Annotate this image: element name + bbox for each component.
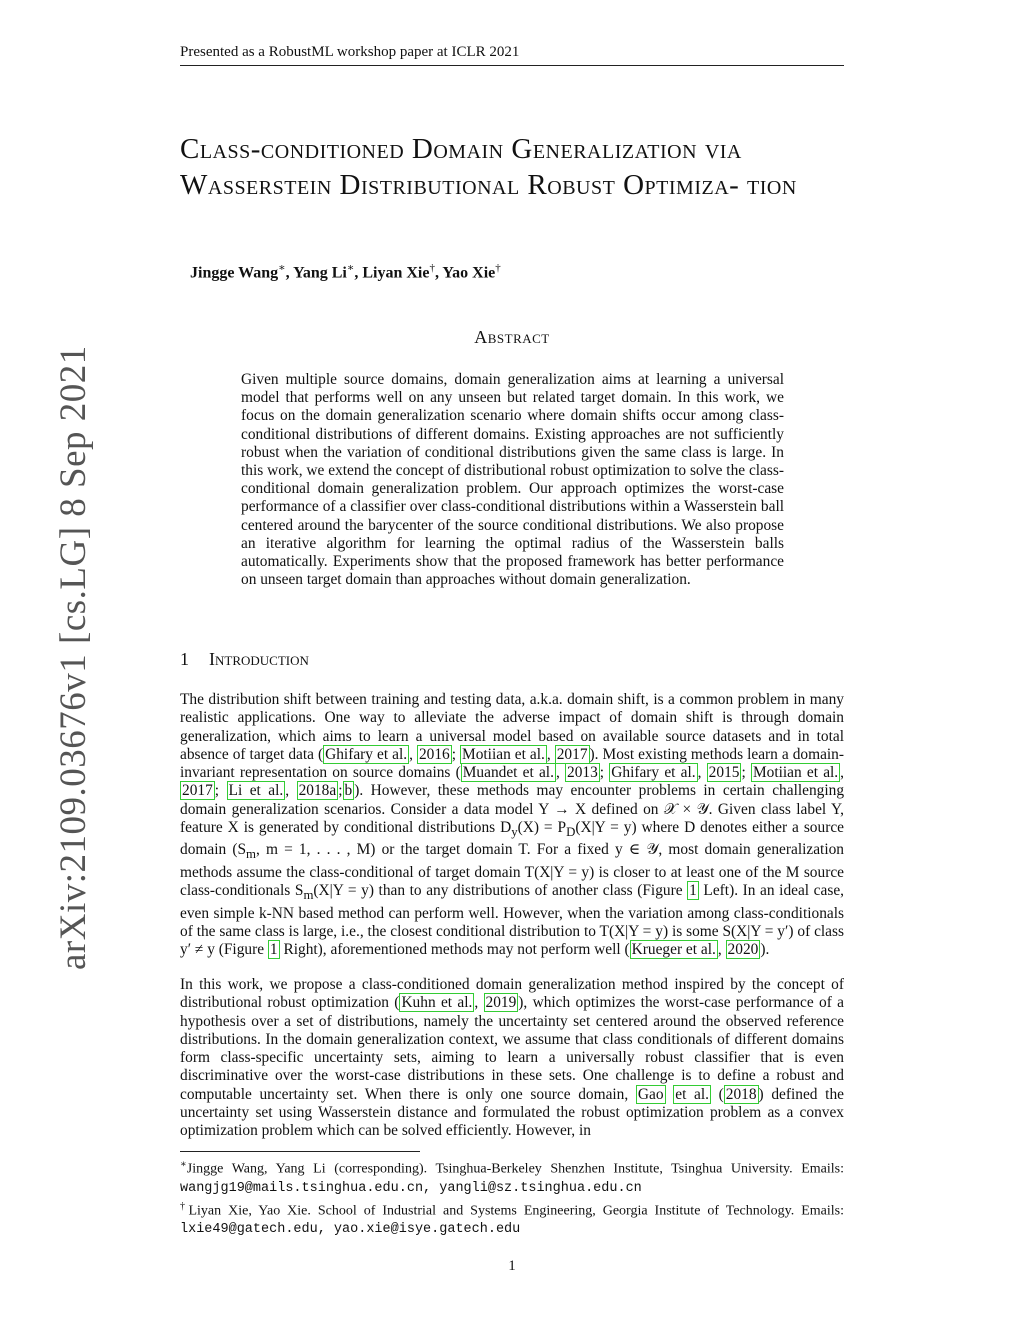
affiliation-mark: † xyxy=(495,262,501,274)
email-addresses[interactable]: wangjg19@mails.tsinghua.edu.cn, yangli@sz.tsinghua.edu.cn xyxy=(180,1180,642,1196)
footnote-rule xyxy=(180,1151,420,1152)
author-list: Jingge Wang∗, Yang Li∗, Liyan Xie†, Yao Xie† xyxy=(190,262,501,282)
figure-link[interactable]: 1 xyxy=(689,882,697,900)
section-heading xyxy=(180,649,309,670)
section-number: 1 xyxy=(180,649,189,669)
intro-paragraph-2: In this work, we propose a class-conditioned domain generalization method inspired by the concept of distributional robust optimization ( Kuhn et al. , 2019 ), which optimizes the worst-case performance of a hypothesis over a set of distributions, namely the uncertainty set centered around the observed reference distributions. In the domain generalization context, we assume that class conditionals of different domains form class-specific uncertainty sets, aiming to learn a universally robust classifier that is even discriminative over the worst-case distributions in these sets. One challenge is to define a robust and computable uncertainty set. When there is only one source domain, Gao et al. ( 2018 ) defined the uncertainty set using Wasserstein distance and formulated the robust optimization problem as a convex optimization problem which can be solved efficiently. However, in xyxy=(180,976,844,1140)
citation-link[interactable]: Ghifary et al. xyxy=(611,764,696,782)
footnote-2: †Liyan Xie, Yao Xie. School of Industrial and Systems Engineering, Georgia Institute of Technology. Emails: lxie49@gatech.edu, yao.xie@isye.gatech.edu xyxy=(180,1200,845,1238)
citation-link[interactable]: Muandet et al. xyxy=(462,764,554,782)
affiliation-mark: ∗ xyxy=(278,262,286,274)
citation-link[interactable]: Kuhn et al. xyxy=(401,994,473,1012)
citation-link[interactable]: et al. xyxy=(675,1085,709,1103)
citation-link[interactable]: 2015 xyxy=(708,764,740,782)
citation-link[interactable]: 2019 xyxy=(485,994,517,1012)
email-addresses[interactable]: lxie49@gatech.edu, yao.xie@isye.gatech.edu xyxy=(180,1222,521,1238)
citation-link[interactable]: 2016 xyxy=(418,745,450,763)
author-name: Jingge Wang xyxy=(190,264,279,282)
citation-link[interactable]: 2013 xyxy=(567,764,598,782)
intro-paragraph-1: The distribution shift between training and testing data, a.k.a. domain shift, is a common problem in many realistic applications. One way to alleviate the adverse impact of domain shift is through domain generalization, which aims to learn a universal model based on available source datasets and in total absence of target data ( Ghifary et al. , 2016 ; Motiian et al. , 2017 ). Most existing methods learn a domain-invariant representation on source domains ( Muandet et al. , 2013 ; Ghifary et al. , 2015 ; Motiian et al. , 2017 ; Li et al. , 2018a ; b ). However, these methods may encounter problems in certain challenging domain generalization scenarios. Consider a data model Y → X defined on 𝒳 × 𝒴. Given class label Y, feature X is generated by conditional distributions $D_y(X) = P_D(X|Y = y)$ where D denotes either a source domain ($S_m$, m = 1, . . . , M) or the target domain T. For a fixed y ∈ 𝒴, most domain generalization methods assume the class-conditional of target domain T(X|Y = y) is closer to at least one of the M source class-conditionals $S_m(X|Y = y)$ than to any distributions of another class (Figure 1 Left). In an ideal case, even simple k-NN based method can perform well. However, when the variation among class-conditionals of the same class is large, i.e., the closest conditional distribution to T(X|Y = y) is some S(X|Y = y′) of class y′ ≠ y (Figure 1 Right), aforementioned methods may not perform well ( Krueger et al. , 2020 ). xyxy=(180,691,845,959)
page-number: 1 xyxy=(508,1258,516,1274)
arxiv-identifier: arXiv:2109.03676v1 [cs.LG] 8 Sep 2021 xyxy=(53,345,94,970)
citation-link[interactable]: 2017 xyxy=(556,745,588,763)
citation-link[interactable]: 2018a xyxy=(298,782,337,800)
citation-link[interactable]: 2018 xyxy=(725,1085,757,1103)
citation-link[interactable]: 2017 xyxy=(182,782,213,800)
figure-link[interactable]: 1 xyxy=(269,941,278,959)
running-header: Presented as a RobustML workshop paper at ICLR 2021 xyxy=(180,44,844,66)
section-title: Introduction xyxy=(209,649,309,669)
paper-title: Class-conditioned Domain Generalization via Wasserstein Distributional Robust Optimiza- tion xyxy=(180,133,797,201)
author-name: Yao Xie xyxy=(442,264,496,282)
author-name: Yang Li xyxy=(293,264,347,282)
affiliation-mark: ∗ xyxy=(346,262,355,274)
arxiv-sidebar xyxy=(0,345,94,970)
citation-link[interactable]: Li et al. xyxy=(228,782,284,800)
footnotes xyxy=(180,1156,844,1239)
citation-link[interactable]: Ghifary et al. xyxy=(325,745,408,763)
abstract-heading: Abstract xyxy=(474,327,550,347)
citation-link[interactable]: 2020 xyxy=(727,941,759,959)
author-name: Liyan Xie xyxy=(362,264,430,282)
abstract-text: Given multiple source domains, domain generalization aims at learning a universal model that performs well on any unseen but related target domain. In this work, we focus on the domain generalization scenario where domain shifts occur among class-conditional distributions of different domains. Existing approaches are not sufficiently robust when the variation of conditional distributions given the same class is large. In this work, we extend the concept of distributional robust optimization to solve the class-conditional domain generalization problem. Our approach optimizes the worst-case performance of a classifier over class-conditional distributions within a Wasserstein ball centered around the barycenter of the source conditional distributions. We also propose an iterative algorithm for learning the optimal radius of the Wasserstein balls automatically. Experiments show that the proposed framework has better performance on unseen target domain than approaches without domain generalization. xyxy=(241,371,784,589)
citation-link[interactable]: b xyxy=(344,782,353,800)
citation-link[interactable]: Motiian et al. xyxy=(462,745,545,763)
citation-link[interactable]: Krueger et al. xyxy=(631,941,716,959)
citation-link[interactable]: Motiian et al. xyxy=(752,764,839,782)
affiliation-mark: † xyxy=(429,262,435,274)
footnote-1: ∗Jingge Wang, Yang Li (corresponding). Tsinghua-Berkeley Shenzhen Institute, Tsinghua University. Emails: wangjg19@mails.tsinghua.edu.cn, yangli@sz.tsinghua.edu.cn xyxy=(180,1159,845,1196)
citation-link[interactable]: Gao xyxy=(637,1085,664,1103)
